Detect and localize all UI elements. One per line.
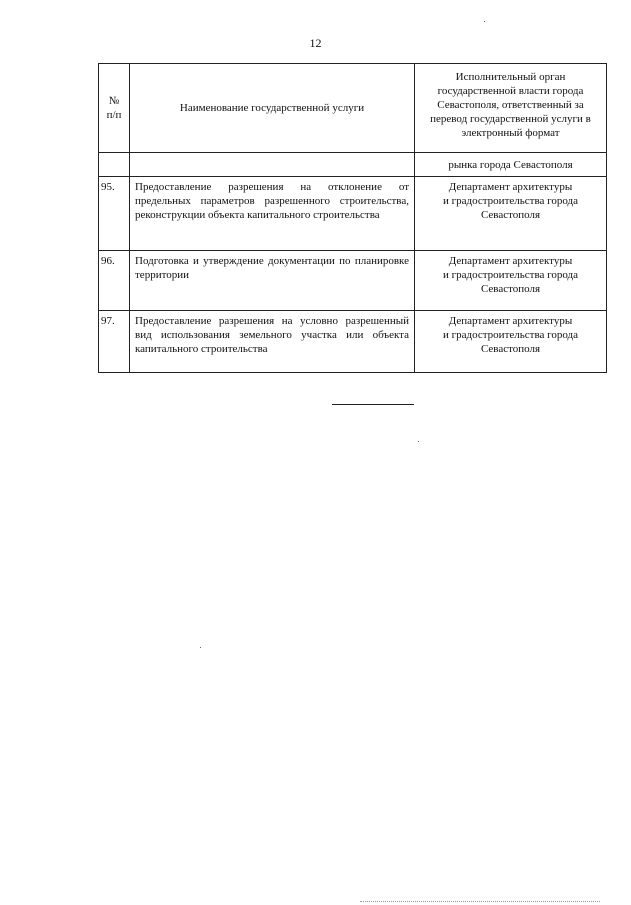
row-number: 95.	[99, 177, 130, 251]
row-service-name: Предоставление разрешения на отклонение от предельных параметров разрешенного строительства, реконструкции объекта капитального строительства	[130, 177, 415, 251]
table-row	[99, 177, 607, 251]
row-number: 96.	[99, 251, 130, 311]
row-number: 97.	[99, 311, 130, 373]
page-number: 12	[309, 36, 322, 50]
scan-speck	[484, 21, 485, 22]
table-header-row	[99, 64, 607, 153]
row-service-name: Подготовка и утверждение документации по планировке территории	[130, 251, 415, 311]
table-row	[99, 311, 607, 373]
end-of-document-rule	[332, 404, 414, 405]
services-table	[98, 63, 607, 373]
continuation-number	[99, 153, 130, 177]
header-service-name: Наименование государственной услуги	[130, 64, 415, 153]
continuation-responsible-body: рынка города Севастополя	[415, 153, 607, 177]
scan-bottom-edge	[360, 901, 600, 902]
row-responsible-body: Департамент архитектуры и градостроительства города Севастополя	[415, 177, 607, 251]
table-row	[99, 251, 607, 311]
scan-speck	[200, 647, 201, 648]
scan-speck	[418, 441, 419, 442]
header-responsible-body: Исполнительный орган государственной власти города Севастополя, ответственный за перевод государственной услуги в электронный формат	[415, 64, 607, 153]
row-responsible-body: Департамент архитектуры и градостроительства города Севастополя	[415, 251, 607, 311]
continuation-name	[130, 153, 415, 177]
continuation-row	[99, 153, 607, 177]
header-number: № п/п	[99, 64, 130, 153]
row-responsible-body: Департамент архитектуры и градостроительства города Севастополя	[415, 311, 607, 373]
row-service-name: Предоставление разрешения на условно разрешенный вид использования земельного участка или объекта капитального строительства	[130, 311, 415, 373]
